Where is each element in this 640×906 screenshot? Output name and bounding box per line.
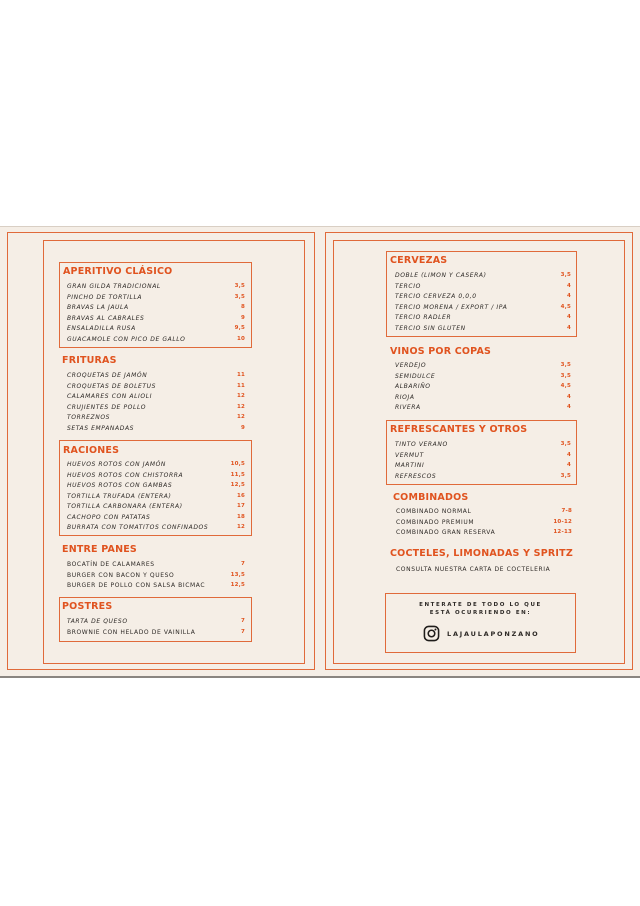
menu-item: BURGER CON BACON Y QUESO 13,5 <box>67 571 245 579</box>
cervezas-list <box>395 272 571 335</box>
vinos-list <box>395 362 571 415</box>
menu-item: VERMUT 4 <box>395 451 571 459</box>
vinos-title: VINOS POR COPAS <box>390 346 492 357</box>
sheet-top-edge <box>0 226 640 227</box>
menu-item: HUEVOS ROTOS CON JAMÓN 10,5 <box>67 461 245 468</box>
menu-item: TERCIO 4 <box>395 282 571 290</box>
aperitivo-list <box>67 283 245 346</box>
menu-item: DOBLE (LIMON Y CASERA) 3,5 <box>395 272 571 279</box>
menu-item: COMBINADO PREMIUM 10-12 <box>396 518 572 526</box>
menu-item: BROWNIE CON HELADO DE VAINILLA 7 <box>67 628 245 636</box>
menu-item: REFRESCOS 3,5 <box>395 472 571 480</box>
frituras-list <box>67 372 245 435</box>
menu-item: HUEVOS ROTOS CON GAMBAS 12,5 <box>67 482 245 489</box>
instagram-handle[interactable]: LAJAULAPONZANO <box>447 630 540 638</box>
menu-item: BURGER DE POLLO CON SALSA BICMAC 12,5 <box>67 582 245 589</box>
entre-panes-list <box>67 561 245 593</box>
postres-title: POSTRES <box>62 601 113 612</box>
aperitivo-title: APERITIVO CLÁSICO <box>63 266 173 277</box>
menu-item: ALBARIÑO 4,5 <box>395 383 571 390</box>
menu-item: BOCATÍN DE CALAMARES 7 <box>67 561 245 568</box>
menu-item: TORREZNOS 12 <box>67 414 245 421</box>
menu-item: PINCHO DE TORTILLA 3,5 <box>67 293 245 301</box>
cocteles-title: COCTELES, LIMONADAS Y SPRITZ <box>390 548 573 559</box>
menu-item: SEMIDULCE 3,5 <box>395 372 571 380</box>
menu-item: TORTILLA TRUFADA (ENTERA) 16 <box>67 492 245 500</box>
menu-item: SETAS EMPANADAS 9 <box>67 424 245 432</box>
raciones-title: RACIONES <box>63 445 120 456</box>
cocteles-note: CONSULTA NUESTRA CARTA DE COCTELERIA <box>396 566 551 573</box>
instagram-icon <box>423 625 440 642</box>
menu-item: TERCIO RADLER 4 <box>395 314 571 321</box>
entre-panes-title: ENTRE PANES <box>62 544 137 555</box>
promo-line-2: ESTÁ OCURRIENDO EN: <box>429 610 532 616</box>
frituras-title: FRITURAS <box>62 355 117 366</box>
menu-item: GUACAMOLE CON PICO DE GALLO 10 <box>67 335 245 343</box>
menu-item: GRAN GILDA TRADICIONAL 3,5 <box>67 283 245 290</box>
menu-item: TORTILLA CARBONARA (ENTERA) 17 <box>67 503 245 510</box>
menu-item: TERCIO SIN GLUTEN 4 <box>395 324 571 332</box>
menu-item: RIVERA 4 <box>395 404 571 411</box>
menu-item: TARTA DE QUESO 7 <box>67 618 245 625</box>
menu-item: MARTINI 4 <box>395 462 571 469</box>
postres-list <box>67 618 245 639</box>
menu-item: COMBINADO GRAN RESERVA 12-13 <box>396 529 572 536</box>
menu-item: TERCIO MORENA / EXPORT / IPA 4,5 <box>395 303 571 311</box>
menu-item: HUEVOS ROTOS CON CHISTORRA 11,5 <box>67 471 245 479</box>
menu-item: TINTO VERANO 3,5 <box>395 441 571 448</box>
refrescantes-list <box>395 441 571 483</box>
menu-item: BURRATA CON TOMATITOS CONFINADOS 12 <box>67 524 245 531</box>
promo-line-1: ENTERATE DE TODO LO QUE <box>419 602 542 608</box>
menu-item: COMBINADO NORMAL 7-8 <box>396 508 572 515</box>
cervezas-title: CERVEZAS <box>390 255 448 266</box>
menu-item: ENSALADILLA RUSA 9,5 <box>67 325 245 332</box>
menu-item: BRAVAS LA JAULA 8 <box>67 304 245 311</box>
menu-item: CRUJIENTES DE POLLO 12 <box>67 403 245 411</box>
menu-item: TERCIO CERVEZA 0,0,0 4 <box>395 293 571 300</box>
menu-item: CACHOPO CON PATATAS 18 <box>67 513 245 521</box>
menu-item: CALAMARES CON ALIOLI 12 <box>67 393 245 400</box>
sheet-bottom-edge <box>0 676 640 678</box>
instagram-promo-box <box>385 593 576 653</box>
combinados-title: COMBINADOS <box>393 492 469 503</box>
menu-item: CROQUETAS DE BOLETUS 11 <box>67 382 245 390</box>
menu-item: CROQUETAS DE JAMÓN 11 <box>67 372 245 379</box>
refrescantes-title: REFRESCANTES Y OTROS <box>390 424 528 435</box>
menu-item: VERDEJO 3,5 <box>395 362 571 369</box>
combinados-list <box>396 508 572 540</box>
menu-item: RIOJA 4 <box>395 393 571 401</box>
menu-item: BRAVAS AL CABRALES 9 <box>67 314 245 322</box>
raciones-list <box>67 461 245 535</box>
